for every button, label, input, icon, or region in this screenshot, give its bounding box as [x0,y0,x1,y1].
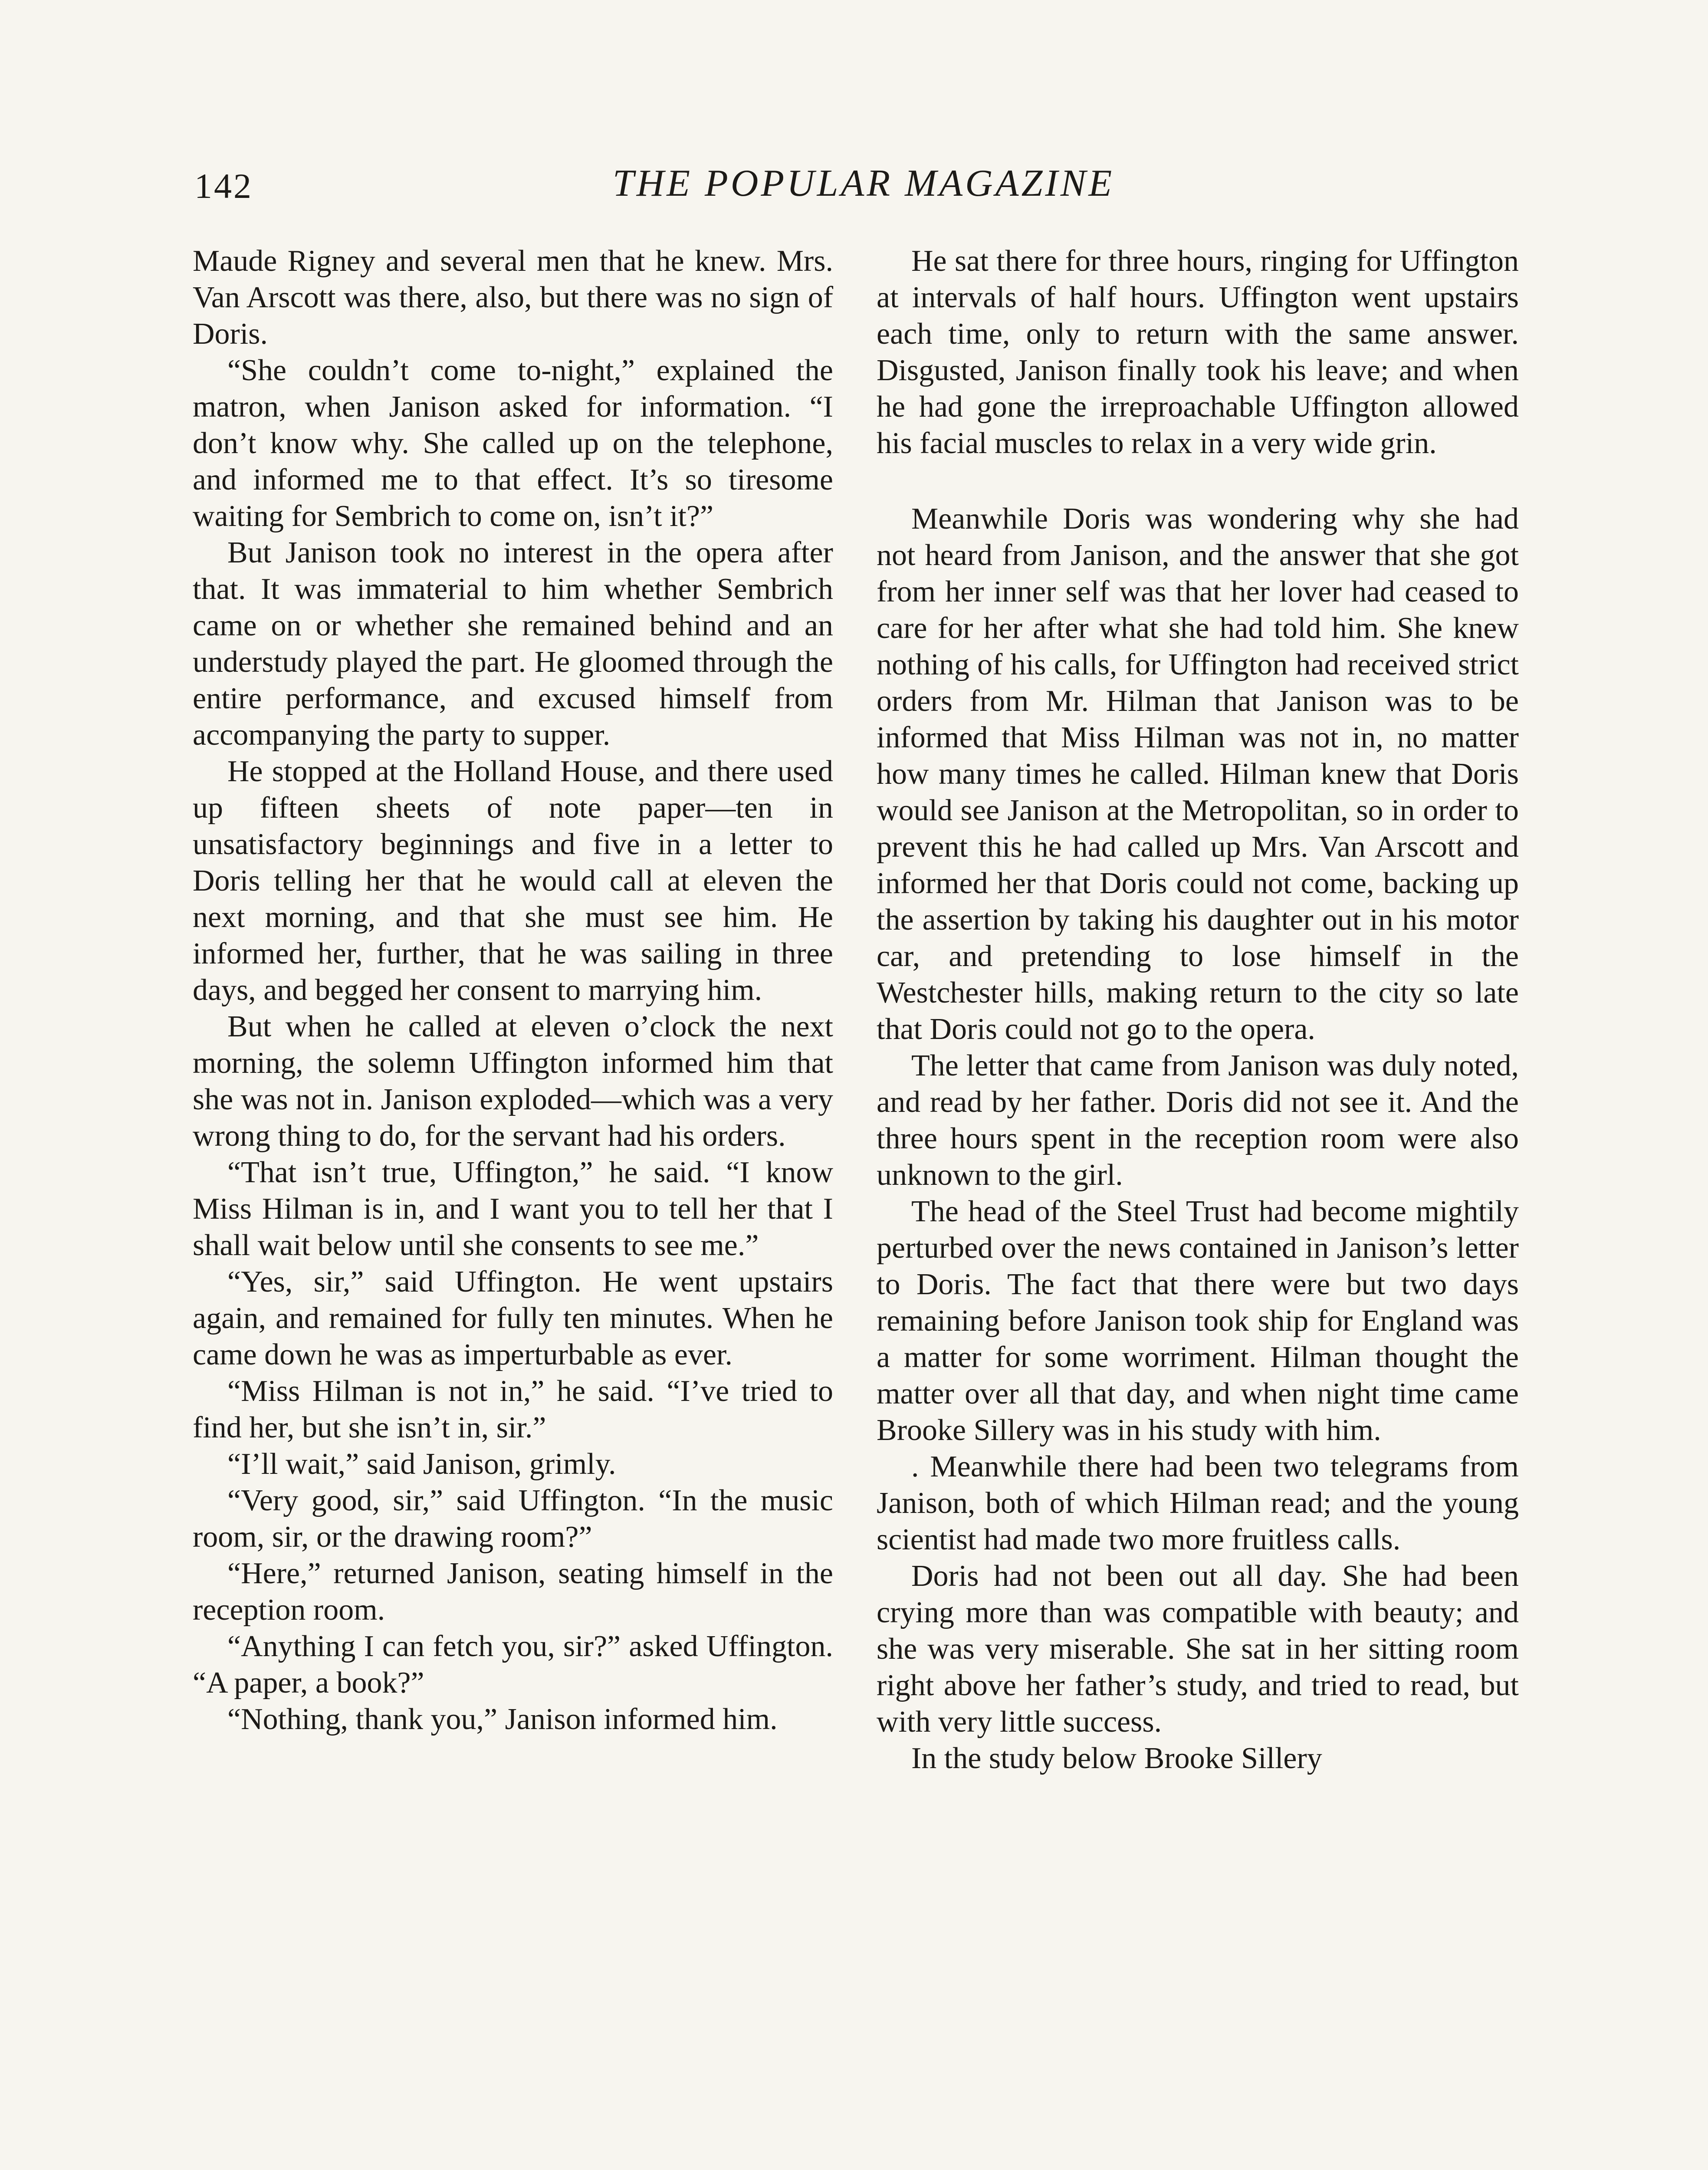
paragraph: “She couldn’t come to-night,” explained the matron, when Janison asked for information. “I don’t know why. She called up on the telephone, and informed me to that effect. It’s so tiresome waiting for Sembrich to come on, isn’t it?” [193,354,833,533]
paragraph: “Yes, sir,” said Uffington. He went upstairs again, and remained for fully ten minutes. When he came down he was as imperturbable as ever. [193,1265,833,1371]
paragraph: But Janison took no interest in the opera after that. It was immaterial to him whether Sembrich came on or whether she remained behind and an understudy played the part. He gloomed through the entire performance, and excused himself from accompanying the party to supper. [193,536,833,752]
paragraph: Doris had not been out all day. She had been crying more than was compatible with beauty; and she was very miserable. She sat in her sitting room right above her father’s study, and tried to read, but with very little success. [877,1559,1519,1739]
paragraph: The head of the Steel Trust had become mightily perturbed over the news contained in Janison’s letter to Doris. The fact that there were but two days remaining before Janison took ship for England was a matter for some worriment. Hilman thought the matter over all that day, and when night time came Brooke Sillery was in his study with him. [877,1195,1519,1447]
paragraph: He stopped at the Holland House, and there used up fifteen sheets of note paper—ten in unsatisfactory beginnings and five in a letter to Doris telling her that he would call at eleven the next morning, and that she must see him. He informed her, further, that he was sailing in three days, and begged her consent to marrying him. [193,755,833,1007]
paragraph: “Nothing, thank you,” Janison informed him. [227,1703,778,1736]
paragraph: . Meanwhile there had been two telegrams from Janison, both of which Hilman read; and the young scientist had made two more fruitless calls. [877,1450,1519,1556]
paragraph: “Here,” returned Janison, seating himself in the reception room. [193,1557,833,1627]
paragraph: The letter that came from Janison was duly noted, and read by her father. Doris did not see it. And the three hours spent in the reception room were also unknown to the girl. [877,1049,1519,1192]
paragraph: “Anything I can fetch you, sir?” asked Uffington. “A paper, a book?” [193,1630,833,1700]
left-column [193,243,833,1738]
page-number: 142 [194,166,253,206]
running-head: THE POPULAR MAGAZINE [612,162,1115,204]
paragraph: “I’ll wait,” said Janison, grimly. [227,1447,616,1481]
paragraph: “Very good, sir,” said Uffington. “In the music room, sir, or the drawing room?” [193,1484,833,1554]
paragraph: “That isn’t true, Uffington,” he said. “I know Miss Hilman is in, and I want you to tell her that I shall wait below until she consents to see me.” [193,1156,833,1262]
paragraph: Maude Rigney and several men that he knew. Mrs. Van Arscott was there, also, but there was no sign of Doris. [193,244,833,351]
paragraph: Meanwhile Doris was wondering why she had not heard from Janison, and the answer that she got from her inner self was that her lover had ceased to care for her after what she had told him. She knew nothing of his calls, for Uffington had received strict orders from Mr. Hilman that Janison was to be informed that Miss Hilman was not in, no matter how many times he called. Hilman knew that Doris would see Janison at the Metropolitan, so in order to prevent this he had called up Mrs. Van Arscott and informed her that Doris could not come, backing up the assertion by taking his daughter out in his motor car, and pretending to lose himself in the Westchester hills, making return to the city so late that Doris could not go to the opera. [877,502,1519,1046]
paragraph: He sat there for three hours, ringing for Uffington at intervals of half hours. Uffington went upstairs each time, only to return with the same answer. Disgusted, Janison finally took his leave; and when he had gone the irreproachable Uffington allowed his facial muscles to relax in a very wide grin. [877,244,1519,460]
paragraph: “Miss Hilman is not in,” he said. “I’ve tried to find her, but she isn’t in, sir.” [193,1374,833,1444]
paragraph: But when he called at eleven o’clock the next morning, the solemn Uffington informed him that she was not in. Janison exploded—which was a very wrong thing to do, for the servant had his orders. [193,1010,833,1153]
right-column [877,243,1519,1777]
paragraph: In the study below Brooke Sillery [911,1742,1322,1775]
